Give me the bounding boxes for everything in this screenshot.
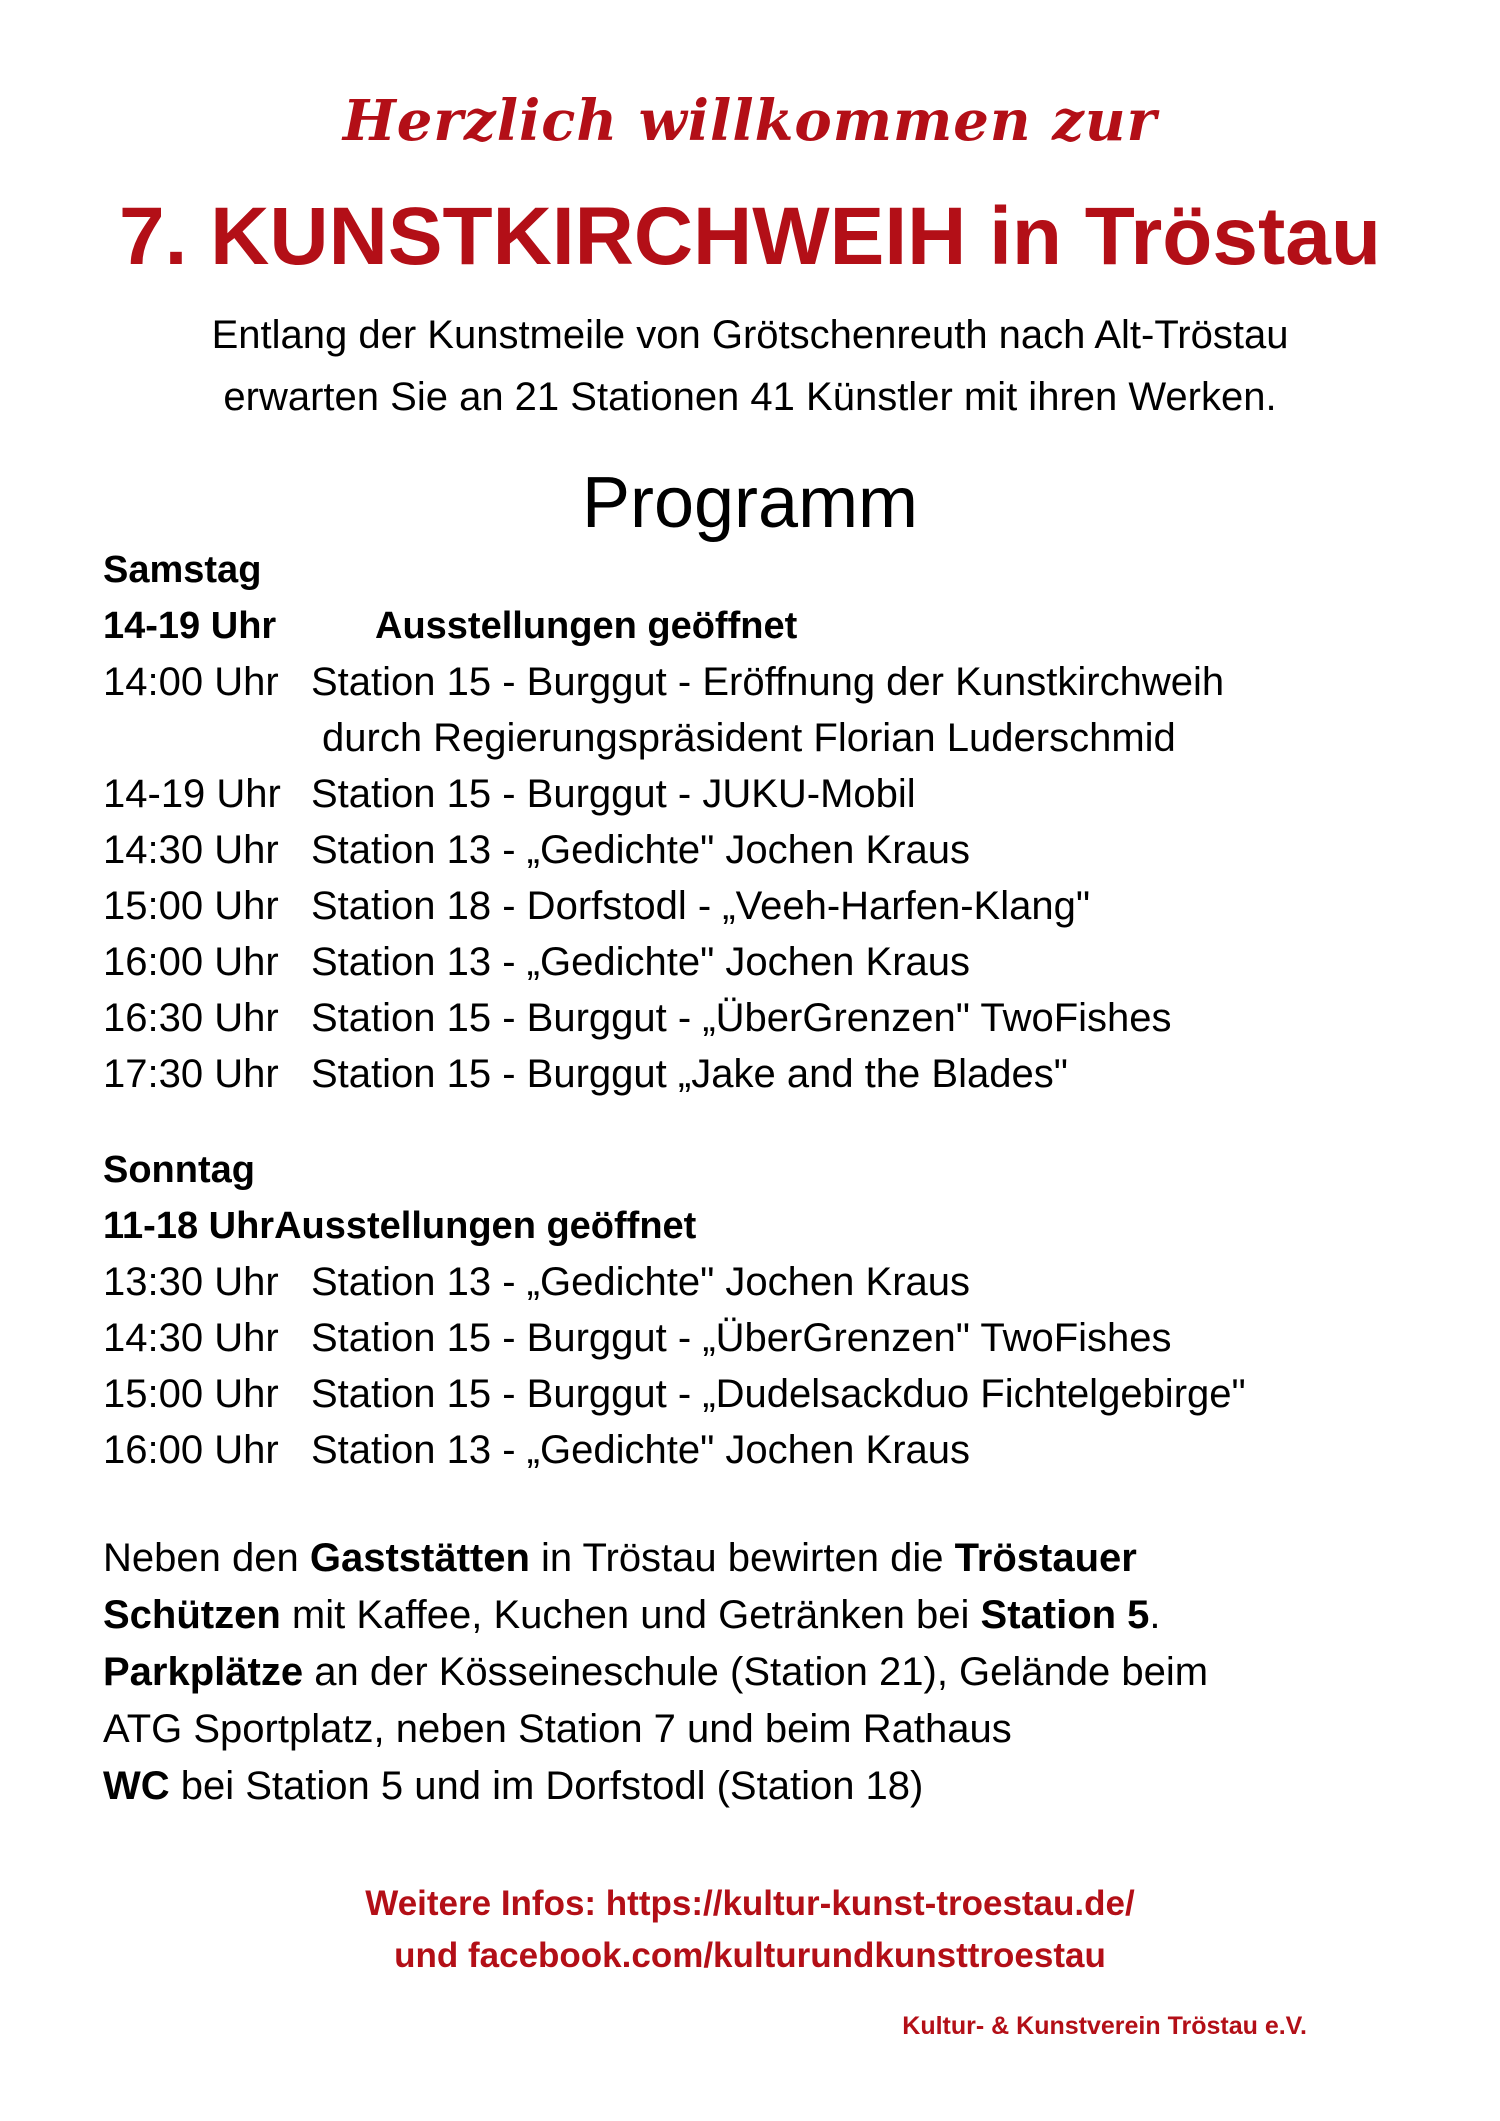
- opening-text: Ausstellungen geöffnet: [375, 605, 798, 647]
- event-description: Station 15 - Burggut - „ÜberGrenzen" TwoFishes: [311, 996, 1172, 1040]
- organization-name: Kultur- & Kunstverein Tröstau e.V.: [902, 2012, 1307, 2040]
- event-time: 15:00 Uhr: [103, 1372, 279, 1416]
- schedule-row: [103, 822, 1443, 878]
- event-description: Station 15 - Burggut - „Dudelsackduo Fichtelgebirge": [311, 1372, 1246, 1416]
- program-schedule: [103, 542, 1443, 1478]
- schedule-row: [103, 990, 1443, 1046]
- event-title: 7. KUNSTKIRCHWEIH in Tröstau: [119, 191, 1381, 282]
- event-time: 16:00 Uhr: [103, 940, 279, 984]
- info-highlight: Schützen: [103, 1593, 281, 1637]
- info-highlight: Station 5: [980, 1593, 1150, 1637]
- event-time: 14:00 Uhr: [103, 660, 279, 704]
- section-spacer: [103, 1102, 1443, 1142]
- event-time: 16:30 Uhr: [103, 996, 279, 1040]
- event-time: 13:30 Uhr: [103, 1260, 279, 1304]
- intro-line-2: erwarten Sie an 21 Stationen 41 Künstler mit ihren Werken.: [223, 375, 1277, 419]
- welcome-heading: Herzlich willkommen zur: [342, 88, 1158, 154]
- event-description: Station 15 - Burggut „Jake and the Blades": [311, 1052, 1068, 1096]
- event-description: Station 15 - Burggut - Eröffnung der Kunstkirchweih: [311, 660, 1225, 704]
- intro-text: [0, 304, 1500, 428]
- info-text: in Tröstau bewirten die: [529, 1536, 955, 1580]
- info-section: [103, 1530, 1423, 1815]
- info-line-3: [103, 1644, 1423, 1701]
- info-highlight: Parkplätze: [103, 1650, 304, 1694]
- event-time: 17:30 Uhr: [103, 1052, 279, 1096]
- info-highlight: Gaststätten: [309, 1536, 530, 1580]
- opening-time: 14-19 Uhr: [103, 605, 277, 647]
- event-description: Station 13 - „Gedichte" Jochen Kraus: [311, 940, 971, 984]
- schedule-row: [103, 878, 1443, 934]
- info-line-1: [103, 1530, 1423, 1587]
- schedule-row: [103, 1254, 1443, 1310]
- info-line-4: ATG Sportplatz, neben Station 7 und beim Rathaus: [103, 1707, 1012, 1751]
- opening-time: 11-18 Uhr: [103, 1205, 275, 1247]
- info-line-2: [103, 1587, 1423, 1644]
- info-text: an der Kösseineschule (Station 21), Gelände beim: [303, 1650, 1209, 1694]
- event-description: Station 13 - „Gedichte" Jochen Kraus: [311, 1260, 971, 1304]
- schedule-row: [103, 1366, 1443, 1422]
- day-title-sunday: Sonntag: [103, 1149, 255, 1191]
- event-time: 15:00 Uhr: [103, 884, 279, 928]
- website-link[interactable]: Weitere Infos: https://kultur-kunst-troestau.de/: [365, 1884, 1135, 1923]
- event-description-continuation: durch Regierungspräsident Florian Luderschmid: [322, 716, 1176, 760]
- info-highlight: Tröstauer: [954, 1536, 1137, 1580]
- schedule-row: [103, 766, 1443, 822]
- info-text: .: [1149, 1593, 1161, 1637]
- schedule-row: [103, 1422, 1443, 1478]
- event-time: 14:30 Uhr: [103, 1316, 279, 1360]
- program-heading: Programm: [581, 463, 919, 543]
- schedule-row: [103, 654, 1443, 710]
- event-description: Station 15 - Burggut - „ÜberGrenzen" TwoFishes: [311, 1316, 1172, 1360]
- opening-text: Ausstellungen geöffnet: [274, 1205, 697, 1247]
- info-highlight: WC: [103, 1764, 170, 1808]
- schedule-row: [103, 1310, 1443, 1366]
- facebook-link[interactable]: und facebook.com/kulturundkunsttroestau: [394, 1936, 1106, 1975]
- event-time: 14-19 Uhr: [103, 772, 281, 816]
- schedule-row: [103, 934, 1443, 990]
- intro-line-1: Entlang der Kunstmeile von Grötschenreuth nach Alt-Tröstau: [211, 313, 1289, 357]
- info-line-5: [103, 1758, 1423, 1815]
- more-info-links: [0, 1878, 1500, 1982]
- info-text: Neben den: [103, 1536, 310, 1580]
- event-time: 16:00 Uhr: [103, 1428, 279, 1472]
- info-text: mit Kaffee, Kuchen und Getränken bei: [280, 1593, 981, 1637]
- event-description: Station 13 - „Gedichte" Jochen Kraus: [311, 828, 971, 872]
- info-text: bei Station 5 und im Dorfstodl (Station 18): [169, 1764, 924, 1808]
- schedule-row: [103, 1046, 1443, 1102]
- event-description: Station 15 - Burggut - JUKU-Mobil: [311, 772, 916, 816]
- event-time: 14:30 Uhr: [103, 828, 279, 872]
- opening-hours-saturday: [103, 598, 1443, 654]
- opening-hours-sunday: [103, 1198, 1443, 1254]
- event-description: Station 13 - „Gedichte" Jochen Kraus: [311, 1428, 971, 1472]
- day-title-saturday: Samstag: [103, 549, 262, 591]
- event-description: Station 18 - Dorfstodl - „Veeh-Harfen-Klang": [311, 884, 1091, 928]
